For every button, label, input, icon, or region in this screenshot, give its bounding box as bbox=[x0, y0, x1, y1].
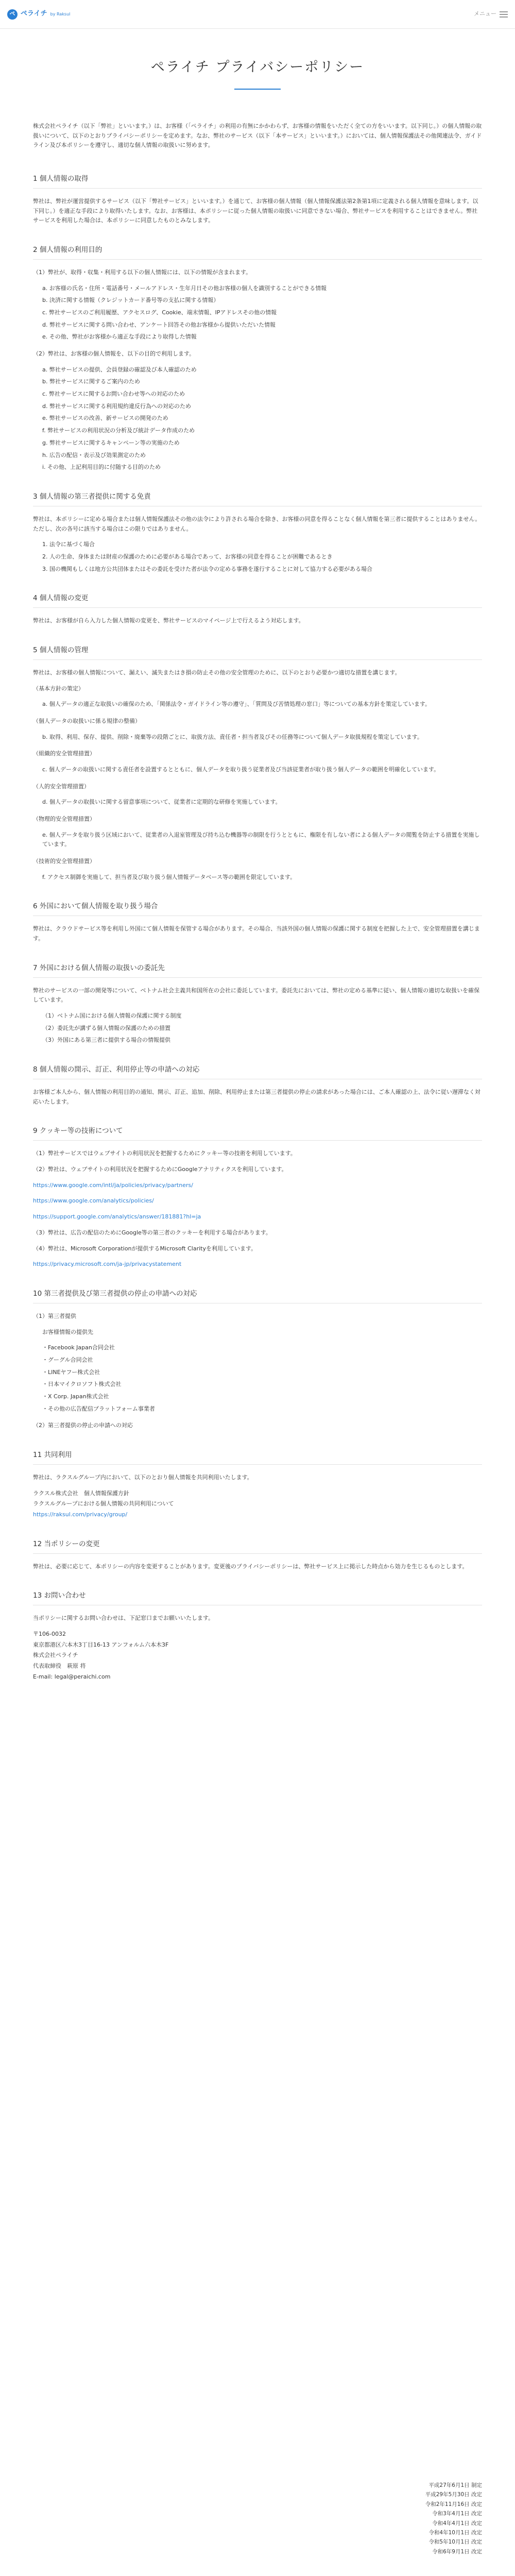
section-text: 弊社は、弊社が運営提供するサービス（以下「弊社サービス」といいます。）を通じて、お客様の個人情報（個人情報保護法第2条第1項に定義される個人情報を意味します。以下同じ。）を適正な手段により取得いたします。なお、お客様は、本ポリシーに従った個人情報の取扱いに同意できない場合、弊社サービスを利用することはできません。弊社サービスを利用した場合は、本ポリシーに同意したものとみなします。 bbox=[33, 197, 478, 224]
revision-date: 令和5年10月1日 改定 bbox=[428, 2539, 482, 2546]
list-item: e. 個人データを取り扱う区域において、従業者の入退室管理及び持ち込む機器等の制限を行うとともに、権限を有しない者による個人データの閲覧を防止する措置を実施しています。 bbox=[42, 831, 480, 848]
section-8 bbox=[33, 1064, 482, 1107]
list-item: h. 広告の配信・表示及び効果測定のため bbox=[42, 451, 146, 459]
policy-link[interactable]: https://privacy.microsoft.com/ja-jp/privacystatement bbox=[33, 1261, 182, 1268]
list-item: c. 弊社サービスに関するお問い合わせ等への対応のため bbox=[42, 391, 185, 398]
list-item: 2. 人の生命、身体または財産の保護のために必要がある場合であって、お客様の同意を得ることが困難であるとき bbox=[42, 553, 333, 560]
list-item: a. 個人データの適正な取扱いの確保のため、「関係法令・ガイドライン等の遵守」、「質問及び苦情処理の窓口」等についての基本方針を策定しています。 bbox=[42, 701, 431, 708]
subsection-heading: （基本方針の策定） bbox=[33, 685, 84, 692]
hamburger-icon bbox=[500, 11, 508, 18]
list-item: （2）委託先が講ずる個人情報の保護のための措置 bbox=[42, 1024, 170, 1031]
list-item: e. その他、弊社がお客様から適正な手段により取得した情報 bbox=[42, 333, 197, 341]
section-title: 8 個人情報の開示、訂正、利用停止等の申請への対応 bbox=[33, 1064, 482, 1079]
list-item: d. 弊社サービスに関する利用規約違反行為への対応のため bbox=[42, 402, 191, 410]
revision-date: 令和3年4月1日 改定 bbox=[432, 2511, 482, 2517]
list-item: ・日本マイクロソフト株式会社 bbox=[42, 1381, 122, 1388]
subsection-heading: （技術的安全管理措置） bbox=[33, 858, 95, 865]
list-item: ・その他の広告配信プラットフォーム事業者 bbox=[42, 1405, 155, 1412]
list-item: f. 弊社サービスの利用状況の分析及び統計データ作成のため bbox=[42, 427, 195, 434]
list-item: d. 弊社サービスに関する問い合わせ、アンケート回答その他お客様から提供いただいた情報 bbox=[42, 321, 276, 328]
contact-line: 代表取締役 萩原 将 bbox=[33, 1663, 86, 1670]
section-text: 弊社は、お客様の個人情報について、漏えい、滅失またはき損の防止その他の安全管理のために、以下のとおり必要かつ適切な措置を講じます。 bbox=[33, 669, 401, 676]
page-title-area bbox=[0, 29, 515, 108]
section-title: 10 第三者提供及び第三者提供の停止の申請への対応 bbox=[33, 1288, 482, 1303]
subsection-heading: （1）弊社が、取得・収集・利用する以下の個人情報には、以下の情報が含まれます。 bbox=[33, 268, 252, 276]
list-item: a. 弊社サービスの提供、会員登録の確認及び本人確認のため bbox=[42, 366, 197, 373]
list-item: f. アクセス制御を実施して、担当者及び取り扱う個人情報データベース等の範囲を限定しています。 bbox=[42, 873, 296, 880]
section-text: 弊社は、本ポリシーに定める場合または個人情報保護法その他の法令により許される場合を除き、お客様の同意を得ることなく個人情報を第三者に提供することはありません。ただし、次の各号に該当する場合はこの限りではありません。 bbox=[33, 515, 481, 532]
section-10 bbox=[33, 1288, 482, 1431]
section-12 bbox=[33, 1538, 482, 1572]
list-item: （1）ベトナム国における個人情報の保護に関する制度 bbox=[42, 1012, 182, 1020]
menu-button[interactable] bbox=[474, 9, 508, 19]
list-item: 3. 国の機関もしくは地方公共団体またはその委託を受けた者が法令の定める事務を遂行することに対して協力する必要がある場合 bbox=[42, 565, 372, 572]
list-item: b. 取得、利用、保存、提供、削除・廃棄等の段階ごとに、取扱方法、責任者・担当者及びその任務等について個人データ取扱規程を策定しています。 bbox=[42, 733, 423, 740]
site-header bbox=[0, 0, 515, 29]
section-text: 当ポリシーに関するお問い合わせは、下記窓口までお願いいたします。 bbox=[33, 1615, 214, 1622]
revision-date: 令和6年9月1日 改定 bbox=[432, 2548, 482, 2555]
section-text: ラクスルグループにおける個人情報の共同利用について bbox=[33, 1500, 174, 1507]
section-text: 弊社のサービスの一部の開発等について、ベトナム社会主義共和国所在の会社に委託しています。委託先においては、弊社の定める基準に従い、個人情報の適切な取扱いを確保しています。 bbox=[33, 987, 480, 1004]
list-item: 1. 法令に基づく場合 bbox=[42, 541, 95, 548]
list-item: e. 弊社サービスの改善、新サービスの開発のため bbox=[42, 415, 168, 422]
section-4 bbox=[33, 592, 482, 626]
revision-date: 平成27年6月1日 制定 bbox=[428, 2482, 482, 2488]
section-text: 弊社は、クラウドサービス等を利用し外国にて個人情報を保管する場合があります。その場合、当該外国の個人情報の保護に関する制度を把握した上で、安全管理措置を講じます。 bbox=[33, 925, 480, 942]
section-text: 弊社は、必要に応じて、本ポリシーの内容を変更することがあります。変更後のプライバシーポリシーは、弊社サービス上に掲示した時点から効力を生じるものとします。 bbox=[33, 1563, 468, 1570]
subsection-heading: （個人データの取扱いに係る規律の整備） bbox=[33, 717, 141, 724]
section-title: 9 クッキー等の技術について bbox=[33, 1125, 482, 1141]
section-text: ラクスル株式会社 個人情報保護方針 bbox=[33, 1489, 129, 1497]
section-title: 11 共同利用 bbox=[33, 1449, 482, 1465]
section-6 bbox=[33, 901, 482, 943]
group-privacy-link[interactable]: https://raksul.com/privacy/group/ bbox=[33, 1511, 128, 1518]
list-item: c. 弊社サービスのご利用履歴、アクセスログ、Cookie、端末情報、IPアドレスその他の情報 bbox=[42, 309, 277, 316]
list-item: g. 弊社サービスに関するキャンペーン等の実施のため bbox=[42, 439, 180, 446]
site-logo[interactable] bbox=[7, 8, 70, 20]
logo-sub: by Raksul bbox=[50, 11, 71, 16]
section-text: お客様ご本人から、個人情報の利用目的の通知、開示、訂正、追加、削除、利用停止または第三者提供の停止の請求があった場合には、ご本人確認の上、法令に従い遅滞なく対応いたします。 bbox=[33, 1089, 480, 1105]
contact-line: 〒106-0032 bbox=[33, 1630, 66, 1637]
contact-line: 東京都港区六本木3丁目16-13 アンフォルム六本木3F bbox=[33, 1641, 169, 1648]
revision-dates bbox=[425, 2481, 482, 2556]
list-item: b. 弊社サービスに関するご案内のため bbox=[42, 378, 140, 385]
section-title: 13 お問い合わせ bbox=[33, 1590, 482, 1605]
section-title: 1 個人情報の取得 bbox=[33, 173, 482, 189]
section-5 bbox=[33, 645, 482, 883]
section-text: （1）第三者提供 bbox=[33, 1312, 76, 1319]
policy-link[interactable]: https://www.google.com/analytics/policies/ bbox=[33, 1197, 154, 1205]
subsection-heading: （2）弊社は、お客様の個人情報を、以下の目的で利用します。 bbox=[33, 350, 195, 358]
section-text: お客様情報の提供先 bbox=[42, 1328, 93, 1335]
section-13 bbox=[33, 1590, 482, 1682]
section-title: 2 個人情報の利用目的 bbox=[33, 244, 482, 260]
revision-date: 令和4年4月1日 改定 bbox=[432, 2520, 482, 2527]
revision-date: 平成29年5月30日 改定 bbox=[425, 2492, 482, 2498]
revision-date: 令和2年11月16日 改定 bbox=[425, 2501, 482, 2507]
section-title: 4 個人情報の変更 bbox=[33, 592, 482, 608]
contact-email: E-mail: legal@peraichi.com bbox=[33, 1673, 111, 1680]
page-title: ペライチ プライバシーポリシー bbox=[150, 59, 365, 75]
section-9 bbox=[33, 1125, 482, 1269]
list-item: ・LINEヤフー株式会社 bbox=[42, 1368, 100, 1376]
list-item: ・X Corp. Japan株式会社 bbox=[42, 1393, 109, 1400]
section-text: （1）弊社サービスではウェブサイトの利用状況を把握するためにクッキー等の技術を利用しています。 bbox=[33, 1150, 296, 1157]
section-text: 弊社は、ラクスルグループ内において、以下のとおり個人情報を共同利用いたします。 bbox=[33, 1473, 253, 1481]
section-11 bbox=[33, 1449, 482, 1520]
intro-text: 株式会社ペライチ（以下「弊社」といいます。）は、お客様（「ペライチ」の利用の有無にかかわらず、お客様の情報をいただく全ての方をいいます。以下同じ。）の個人情報の取扱いについて、以下のとおりプライバシーポリシーを定めます。なお、弊社のサービス（以下「本サービス」といいます。）においては、個人情報保護法その他関連法令、ガイドライン及び本ポリシーを遵守し、適切な個人情報の取扱いに努めます。 bbox=[33, 122, 482, 149]
section-7 bbox=[33, 962, 482, 1045]
list-item: a. お客様の氏名・住所・電話番号・メールアドレス・生年月日その他お客様の個人を識別することができる情報 bbox=[42, 284, 327, 292]
list-item: c. 個人データの取扱いに関する責任者を設置するとともに、個人データを取り扱う従業者及び当該従業者が取り扱う個人データの範囲を明確化しています。 bbox=[42, 766, 440, 773]
section-title: 7 外国における個人情報の取扱いの委託先 bbox=[33, 962, 482, 978]
section-title: 5 個人情報の管理 bbox=[33, 645, 482, 660]
subsection-heading: （組織的安全管理措置） bbox=[33, 750, 95, 757]
logo-name: ペライチ bbox=[21, 10, 47, 18]
list-item: b. 決済に関する情報（クレジットカード番号等の支払に関する情報） bbox=[42, 297, 219, 304]
logo-mark-icon: ペ bbox=[7, 9, 18, 20]
section-3 bbox=[33, 491, 482, 574]
title-underline bbox=[234, 89, 281, 90]
list-item: ・グーグル合同会社 bbox=[42, 1356, 93, 1363]
list-item: （3）外国にある第三者に提供する場合の情報提供 bbox=[42, 1037, 170, 1044]
list-item: d. 個人データの取扱いに関する留意事項について、従業者に定期的な研修を実施しています。 bbox=[42, 799, 281, 806]
section-title: 6 外国において個人情報を取り扱う場合 bbox=[33, 901, 482, 916]
section-text: （2）弊社は、ウェブサイトの利用状況を把握するためにGoogleアナリティクスを利用しています。 bbox=[33, 1166, 287, 1173]
list-item: i. その他、上記利用目的に付随する目的のため bbox=[42, 464, 161, 471]
subsection-heading: （人的安全管理措置） bbox=[33, 783, 90, 790]
policy-content bbox=[0, 108, 515, 1682]
section-text: （4）弊社は、Microsoft Corporationが提供するMicrosoft Clarityを利用しています。 bbox=[33, 1245, 257, 1252]
menu-label: メニュー bbox=[474, 10, 496, 18]
revision-date: 令和4年10月1日 改定 bbox=[428, 2529, 482, 2536]
section-text: （3）弊社は、広告の配信のためにGoogle等の第三者のクッキーを利用する場合があります。 bbox=[33, 1229, 271, 1236]
policy-link[interactable]: https://www.google.com/intl/ja/policies/privacy/partners/ bbox=[33, 1181, 193, 1189]
section-title: 12 当ポリシーの変更 bbox=[33, 1538, 482, 1554]
subsection-heading: （2）第三者提供の停止の申請への対応 bbox=[33, 1422, 133, 1429]
section-1 bbox=[33, 173, 482, 226]
contact-line: 株式会社ペライチ bbox=[33, 1652, 78, 1659]
section-text: 弊社は、お客様が自ら入力した個人情報の変更を、弊社サービスのマイページ上で行えるよう対応します。 bbox=[33, 617, 304, 624]
subsection-heading: （物理的安全管理措置） bbox=[33, 816, 95, 823]
section-2 bbox=[33, 244, 482, 472]
policy-link[interactable]: https://support.google.com/analytics/answer/181881?hl=ja bbox=[33, 1213, 201, 1221]
section-title: 3 個人情報の第三者提供に関する免責 bbox=[33, 491, 482, 506]
list-item: ・Facebook Japan合同会社 bbox=[42, 1344, 115, 1351]
